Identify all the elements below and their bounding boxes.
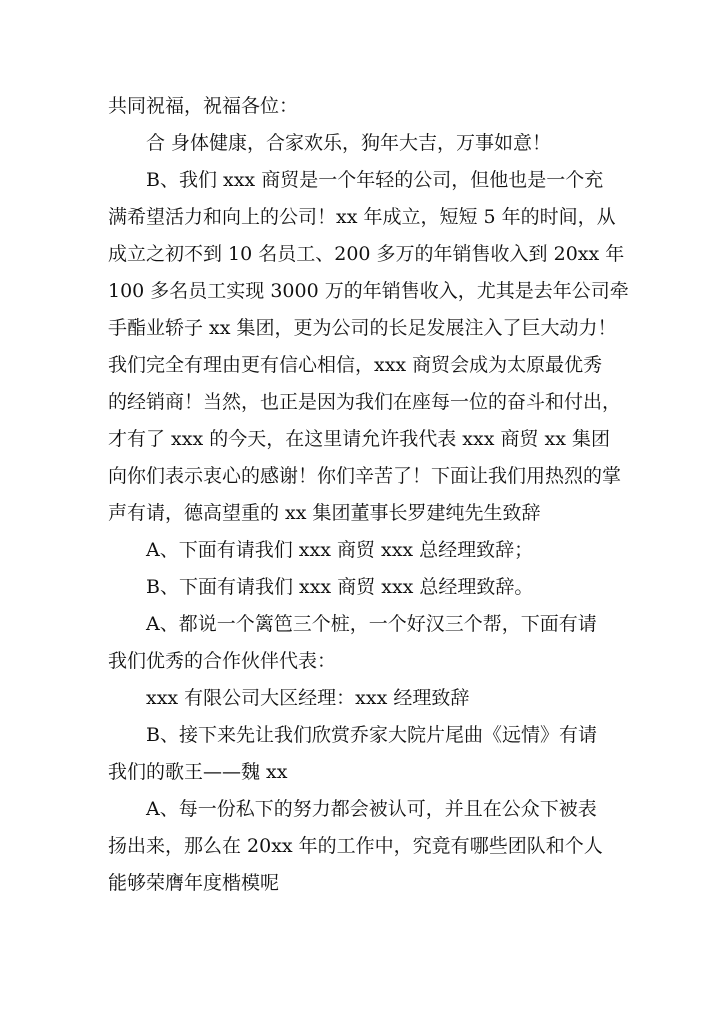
paragraph-wishes: [108, 125, 622, 162]
text-line: 能够荣膺年度楷模呢: [108, 872, 280, 894]
text-line: A、下面有请我们 xxx 商贸 xxx 总经理致辞；: [146, 539, 534, 561]
text-line: 手酯业轿子 xx 集团，更为公司的长足发展注入了巨大动力！: [108, 317, 617, 339]
text-line: 才有了 xxx 的今天，在这里请允许我代表 xxx 商贸 xx 集团: [108, 428, 610, 450]
paragraph-greeting: [108, 88, 622, 125]
text-line: 合 身体健康，合家欢乐，狗年大吉，万事如意！: [146, 132, 552, 154]
text-line: B、我们 xxx 商贸是一个年轻的公司，但他也是一个充: [146, 169, 604, 191]
paragraph-partners: [108, 606, 622, 680]
paragraph-speech-a: [108, 532, 622, 569]
text-line: 向你们表示衷心的感谢！你们辛苦了！下面让我们用热烈的掌: [108, 465, 622, 487]
paragraph-regional-manager: [108, 680, 622, 717]
text-line: 100 多名员工实现 3000 万的年销售收入，尤其是去年公司牵: [108, 280, 629, 302]
text-line: 满希望活力和向上的公司！xx 年成立，短短 5 年的时间，从: [108, 206, 616, 228]
paragraph-song: [108, 717, 622, 791]
paragraph-awards: [108, 791, 622, 902]
paragraph-company-intro: [108, 162, 629, 532]
text-line: 声有请，德高望重的 xx 集团董事长罗建纯先生致辞: [108, 502, 541, 524]
paragraph-speech-b: [108, 569, 622, 606]
text-line: 共同祝福，祝福各位：: [108, 95, 299, 117]
text-line: 我们优秀的合作伙伴代表：: [108, 650, 337, 672]
text-line: B、接下来先让我们欣赏乔家大院片尾曲《远情》有请: [146, 724, 597, 746]
text-line: 扬出来，那么在 20xx 年的工作中，究竟有哪些团队和个人: [108, 835, 603, 857]
text-line: 我们完全有理由更有信心相信，xxx 商贸会成为太原最优秀: [108, 354, 603, 376]
text-line: 成立之初不到 10 名员工、200 多万的年销售收入到 20xx 年: [108, 243, 625, 265]
text-line: B、下面有请我们 xxx 商贸 xxx 总经理致辞。: [146, 576, 534, 598]
text-line: 我们的歌王——魏 xx: [108, 761, 288, 783]
text-line: 的经销商！当然，也正是因为我们在座每一位的奋斗和付出，: [108, 391, 622, 413]
text-line: xxx 有限公司大区经理：xxx 经理致辞: [146, 687, 470, 709]
document-body: [108, 88, 629, 902]
text-line: A、都说一个篱笆三个桩，一个好汉三个帮，下面有请: [146, 613, 597, 635]
text-line: A、每一份私下的努力都会被认可，并且在公众下被表: [146, 798, 597, 820]
